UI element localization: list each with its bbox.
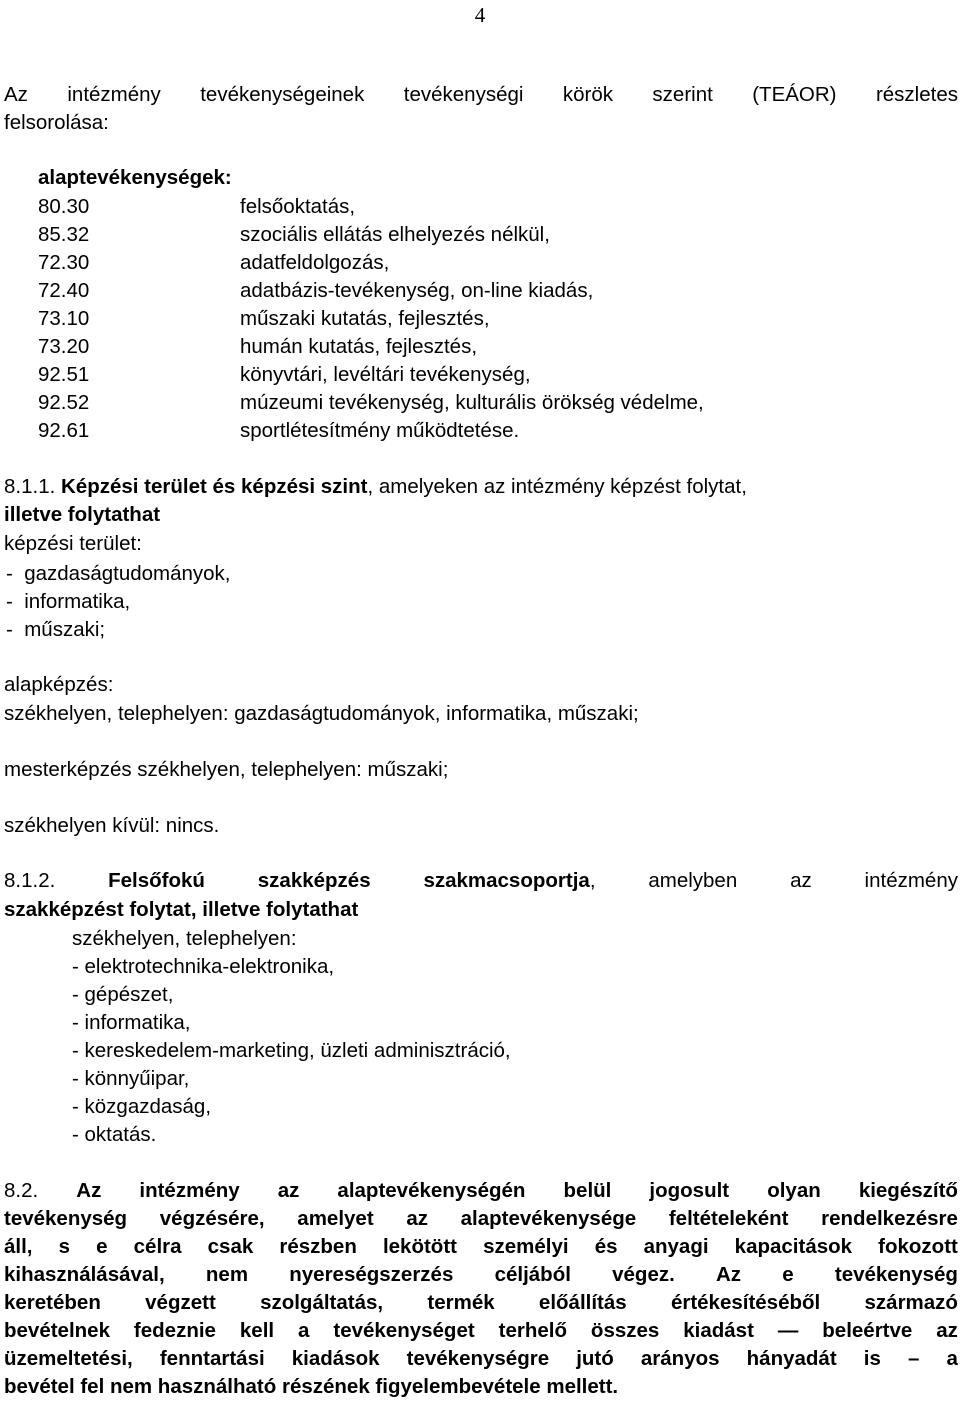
- s811-heading: [4, 474, 958, 500]
- s812-heading-word: Felsőfokú: [108, 869, 205, 892]
- s82-word: származó: [864, 1291, 958, 1314]
- s82-word: és: [594, 1235, 618, 1258]
- s811-area-1: - gazdaságtudományok,: [6, 562, 231, 585]
- s82-word: kiegészítő: [858, 1179, 958, 1202]
- s82-word: az: [277, 1179, 300, 1202]
- s82-word: alaptevékenységén: [337, 1179, 526, 1202]
- activity-description: szociális ellátás elhelyezés nélkül,: [240, 223, 550, 246]
- s82-word: e: [96, 1235, 108, 1258]
- intro-word: tevékenységi: [403, 83, 524, 106]
- s812-heading-word: az: [790, 869, 812, 892]
- s812-heading-word: amelyben: [648, 869, 738, 892]
- s82-word: beleértve: [822, 1319, 913, 1342]
- s811-kivul-text: székhelyen kívül: nincs.: [4, 814, 220, 837]
- activity-code: 72.30: [38, 251, 90, 274]
- s82-word: kihasználásával,: [4, 1263, 165, 1286]
- s82-word: –: [907, 1347, 920, 1370]
- s811-area-2: - informatika,: [6, 590, 131, 613]
- activity-code: 92.52: [38, 391, 90, 414]
- intro-word: részletes: [875, 83, 958, 106]
- s82-word: anyagi: [643, 1235, 709, 1258]
- s82-word: Az: [716, 1263, 742, 1286]
- s82-word: olyan: [767, 1179, 821, 1202]
- activity-description: múzeumi tevékenység, kulturális örökség védelme,: [240, 391, 704, 414]
- activity-code: 92.61: [38, 419, 90, 442]
- activity-description: adatbázis-tevékenység, on-line kiadás,: [240, 279, 594, 302]
- s82-word: s: [58, 1235, 71, 1258]
- s82-word: belül: [563, 1179, 612, 1202]
- s82-word: a: [946, 1347, 958, 1370]
- intro-word: intézmény: [67, 83, 161, 106]
- s82-word: céljából: [494, 1263, 571, 1286]
- s82-line: [4, 1346, 958, 1372]
- intro-word: (TEÁOR): [752, 83, 837, 106]
- s82-word: fenntartási: [159, 1347, 265, 1370]
- s82-word: amelyet: [297, 1207, 374, 1230]
- s82-word: —: [777, 1319, 799, 1342]
- s82-word: is: [863, 1347, 881, 1370]
- s82-word: az: [406, 1207, 428, 1230]
- activity-description: könyvtári, levéltári tevékenység,: [240, 363, 531, 386]
- s812-heading-word: szakmacsoportja,: [423, 869, 596, 892]
- s82-word: áll,: [4, 1235, 33, 1258]
- s82-word: tevékenységet: [333, 1319, 475, 1342]
- s82-word: bevételnek: [4, 1319, 110, 1342]
- s812-number: 8.1.2.: [4, 869, 56, 892]
- s82-word: alaptevékenysége: [460, 1207, 637, 1230]
- s82-word: személyi: [483, 1235, 569, 1258]
- s82-word: előállítás: [538, 1291, 627, 1314]
- s82-word: lekötött: [382, 1235, 457, 1258]
- activity-code: 73.10: [38, 307, 90, 330]
- s811-heading-line2: illetve folytathat: [4, 503, 161, 526]
- s812-place-label: székhelyen, telephelyen:: [72, 927, 297, 950]
- s82-word: végzésére,: [159, 1207, 265, 1230]
- activity-description: sportlétesítmény működtetése.: [240, 419, 520, 442]
- s82-word: értékesítéséből: [670, 1291, 821, 1314]
- s811-area-label: képzési terület:: [4, 532, 142, 555]
- s82-line: [4, 1178, 958, 1204]
- s812-heading-word: szakképzés: [257, 869, 371, 892]
- s82-word: kapacitások: [734, 1235, 853, 1258]
- s82-word: arányos: [640, 1347, 720, 1370]
- activity-description: humán kutatás, fejlesztés,: [240, 335, 478, 358]
- alap-heading: alaptevékenységek:: [38, 166, 232, 189]
- s812-item: - elektrotechnika-elektronika,: [72, 955, 335, 978]
- intro-word: körök: [562, 83, 613, 106]
- s82-word: tevékenység: [4, 1207, 128, 1230]
- s82-line: [4, 1262, 958, 1288]
- s82-word: végez.: [612, 1263, 675, 1286]
- s811-heading-bold: Képzési terület és képzési szint: [61, 475, 368, 498]
- activity-description: műszaki kutatás, fejlesztés,: [240, 307, 490, 330]
- s811-heading-rest: , amelyeken az intézmény képzést folytat,: [367, 475, 747, 498]
- s82-word: részben: [279, 1235, 357, 1258]
- activity-description: adatfeldolgozás,: [240, 251, 390, 274]
- s811-mester-text: mesterképzés székhelyen, telephelyen: műszaki;: [4, 758, 449, 781]
- intro-word: tevékenységeinek: [200, 83, 365, 106]
- s812-heading: [4, 868, 958, 894]
- s811-alap-label: alapképzés:: [4, 673, 114, 696]
- activity-description: felsőoktatás,: [240, 195, 356, 218]
- intro-word: Az: [4, 83, 28, 106]
- s82-word: feltételeként: [668, 1207, 789, 1230]
- s82-line: [4, 1206, 958, 1232]
- s82-line: [4, 1290, 958, 1316]
- s812-item: - könnyűipar,: [72, 1067, 190, 1090]
- s82-word: üzemeltetési,: [4, 1347, 133, 1370]
- s82-word: nem: [205, 1263, 249, 1286]
- s811-area-3: - műszaki;: [6, 618, 106, 641]
- s82-word: hányadát: [746, 1347, 837, 1370]
- activity-code: 85.32: [38, 223, 90, 246]
- s82-line: [4, 1318, 958, 1344]
- s82-word: keretében: [4, 1291, 101, 1314]
- activity-code: 73.20: [38, 335, 90, 358]
- s82-word: célra: [133, 1235, 182, 1258]
- s82-word: fedeznie: [133, 1319, 216, 1342]
- s82-word: jogosult: [649, 1179, 730, 1202]
- page-number: 4: [474, 3, 486, 27]
- s82-word: tevékenység: [834, 1263, 958, 1286]
- s82-word: összes: [590, 1319, 660, 1342]
- s82-word: tevékenységre: [406, 1347, 550, 1370]
- s812-item: - informatika,: [72, 1011, 191, 1034]
- activity-code: 80.30: [38, 195, 90, 218]
- s82-line: [4, 1234, 958, 1260]
- s82-word: termék: [427, 1291, 495, 1314]
- s82-word: kiadást: [683, 1319, 754, 1342]
- s812-item: - közgazdaság,: [72, 1095, 212, 1118]
- s82-word: kiadások: [291, 1347, 380, 1370]
- intro-word: szerint: [652, 83, 713, 106]
- s82-word: jutó: [576, 1347, 614, 1370]
- s82-word: nyereségszerzés: [289, 1263, 454, 1286]
- s812-heading-word-bold: szakmacsoportja: [423, 869, 590, 892]
- activity-code: 92.51: [38, 363, 90, 386]
- s812-item: - oktatás.: [72, 1123, 157, 1146]
- s82-word: e: [782, 1263, 794, 1286]
- s812-item: - gépészet,: [72, 983, 174, 1006]
- s82-number: 8.2.: [4, 1179, 39, 1202]
- s82-last-line: bevétel fel nem használható részének figyelembevétele mellett.: [4, 1375, 619, 1398]
- s811-number: 8.1.1.: [4, 475, 56, 498]
- s82-word: fokozott: [878, 1235, 958, 1258]
- s82-word: Az: [76, 1179, 102, 1202]
- intro-line-1: [4, 82, 958, 108]
- s812-heading-word: intézmény: [864, 869, 958, 892]
- intro-line-2: felsorolása:: [4, 111, 109, 134]
- s812-item: - kereskedelem-marketing, üzleti adminisztráció,: [72, 1039, 511, 1062]
- activity-code: 72.40: [38, 279, 90, 302]
- s82-word: az: [936, 1319, 958, 1342]
- s811-alap-text: székhelyen, telephelyen: gazdaságtudományok, informatika, műszaki;: [4, 702, 639, 725]
- s82-word: szolgáltatás,: [260, 1291, 384, 1314]
- s82-word: rendelkezésre: [821, 1207, 958, 1230]
- s812-heading-line2: szakképzést folytat, illetve folytathat: [4, 898, 359, 921]
- s82-word: végzett: [145, 1291, 216, 1314]
- s82-word: terhelő: [498, 1319, 567, 1342]
- s82-word: kell: [239, 1319, 275, 1342]
- s82-word: a: [298, 1319, 310, 1342]
- s82-word: intézmény: [139, 1179, 240, 1202]
- s82-word: csak: [207, 1235, 254, 1258]
